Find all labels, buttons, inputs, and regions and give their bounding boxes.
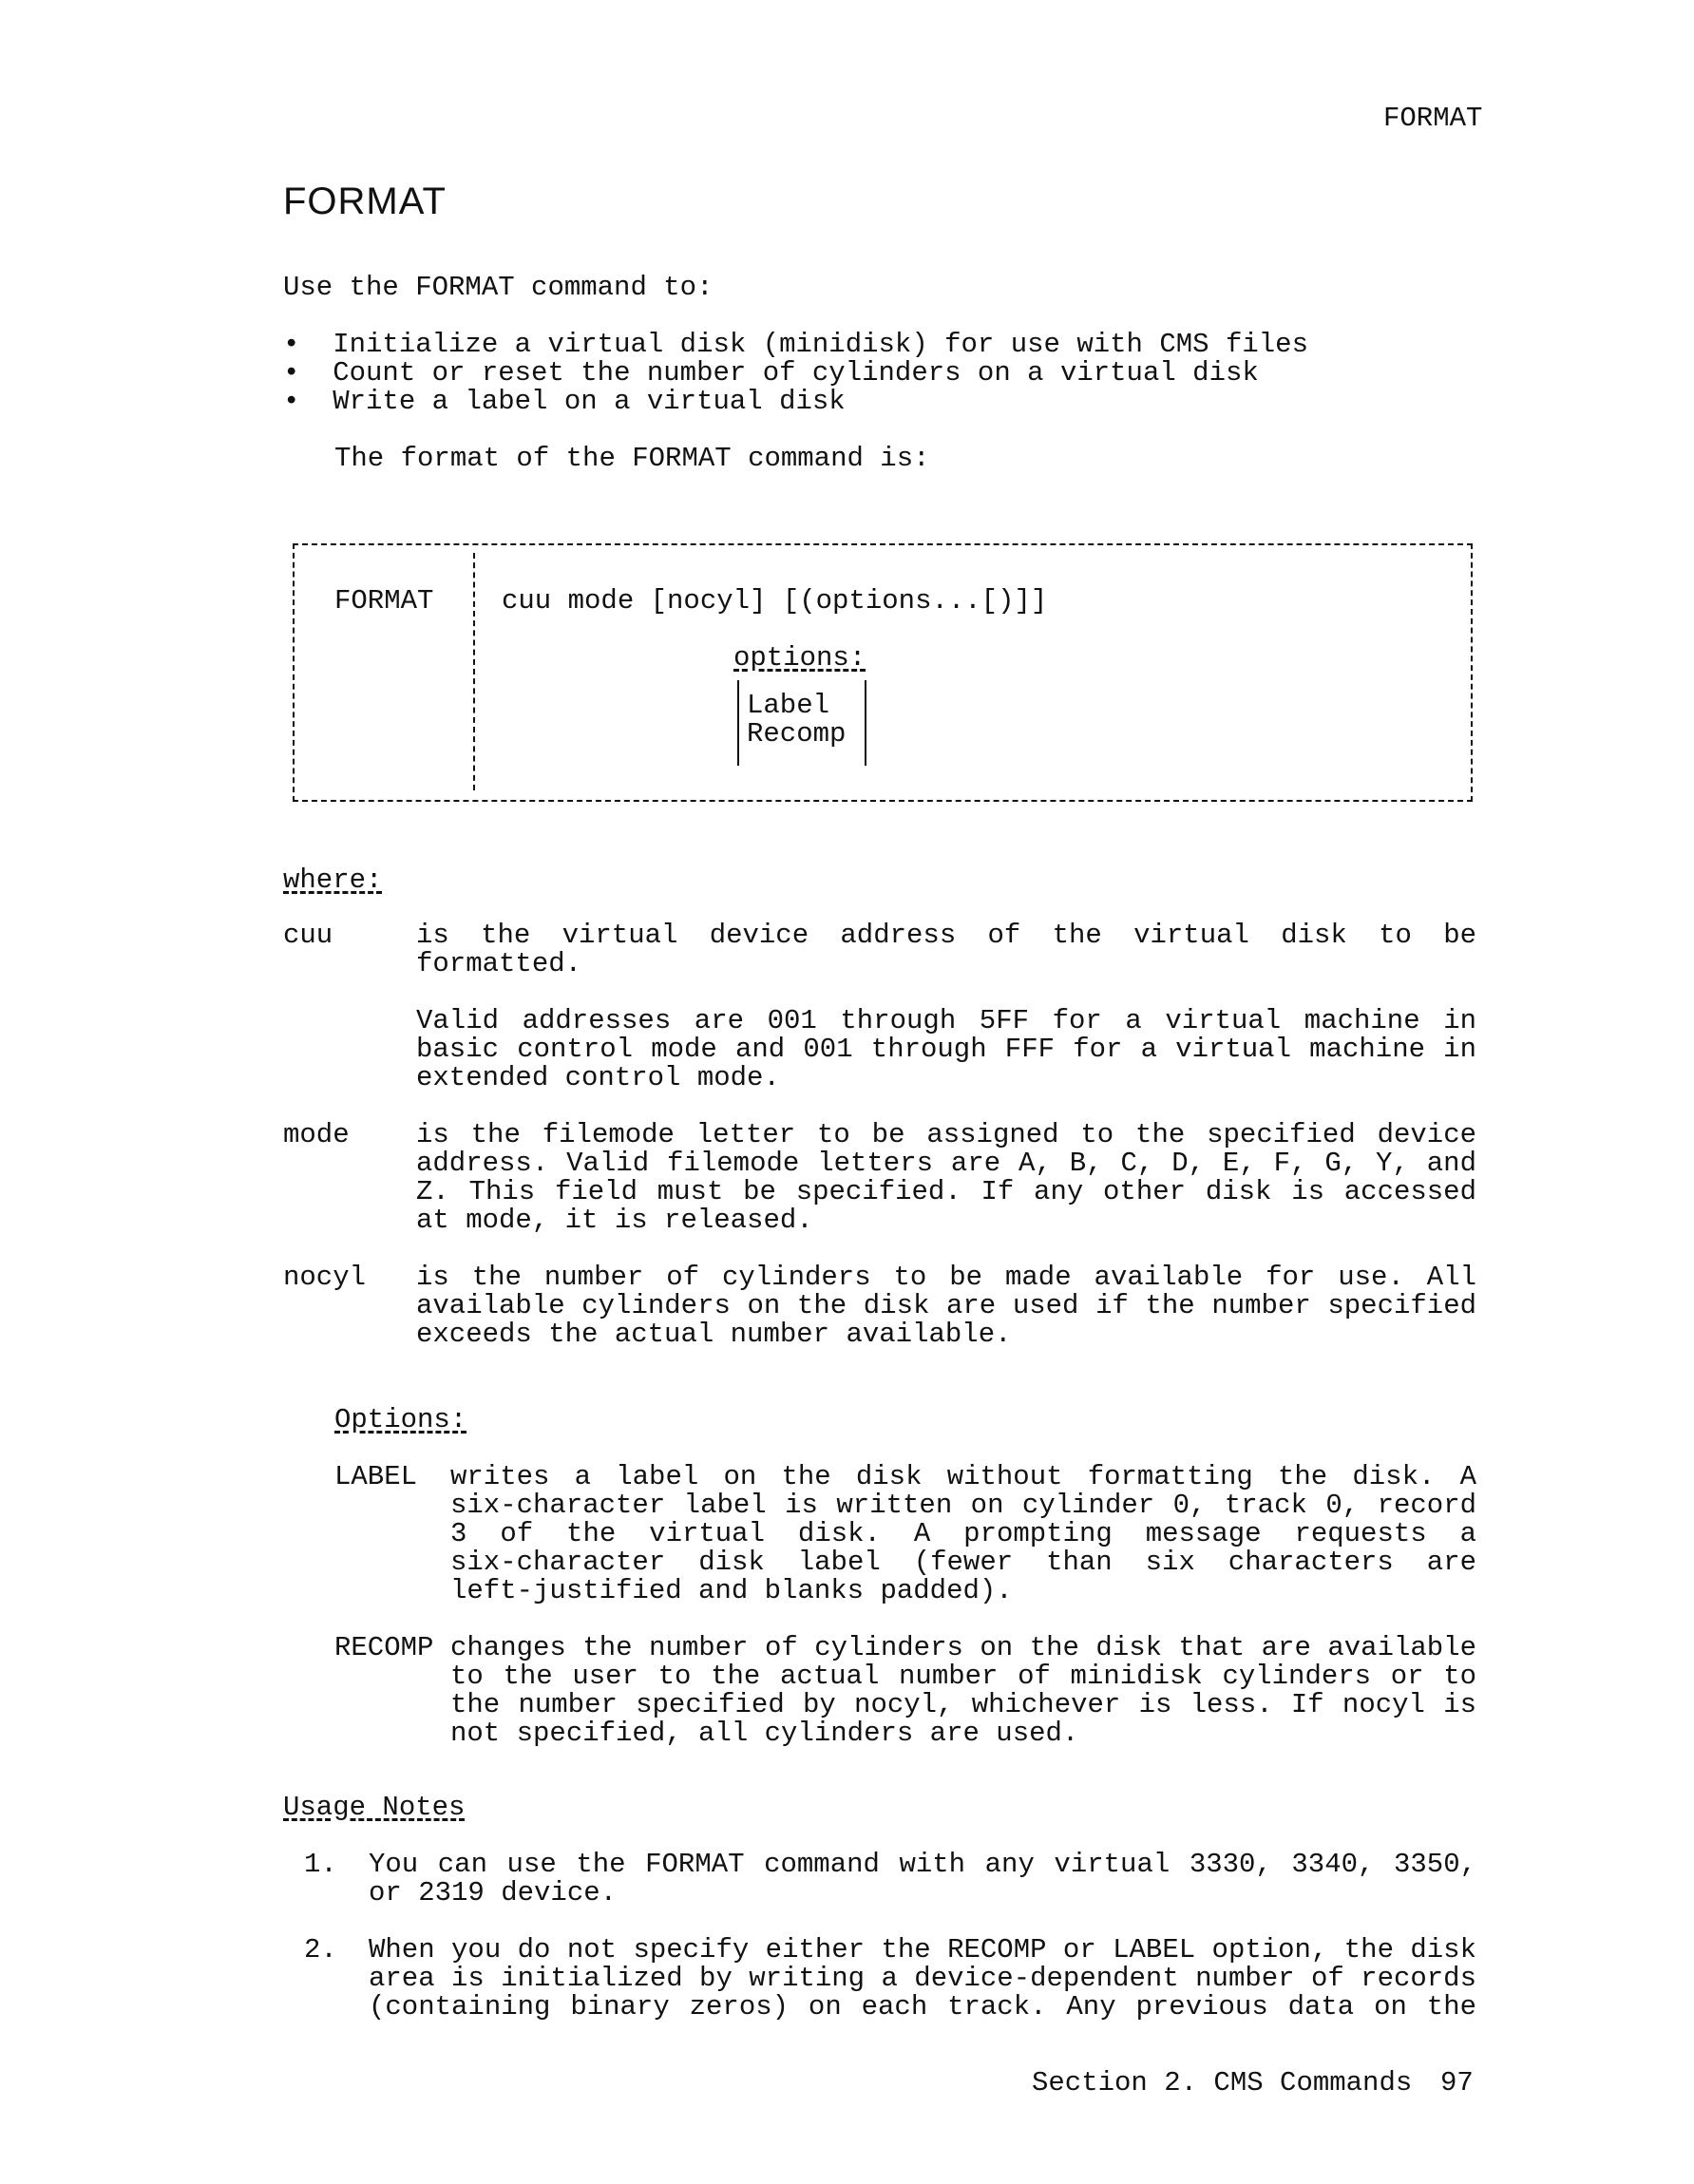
option-label: Label	[747, 690, 830, 721]
options-label: options:	[733, 642, 866, 674]
option-recomp: Recomp	[747, 718, 847, 750]
note-text: You can use the FORMAT command with any virtual 3330, 3340, 3350, or 2319 device.	[369, 1849, 1476, 1909]
syntax-box	[293, 543, 1473, 802]
param-desc: is the number of cylinders to be made available for use. All available cylinders on the disk are used if the number specified exceeds the actual number available.	[416, 1262, 1476, 1350]
bullet-dot: •	[283, 357, 333, 389]
options-heading: Options:	[334, 1404, 467, 1435]
param-desc-extra: Valid addresses are 001 through 5FF for a virtual machine in basic control mode and 001 through FFF for a virtual machine in extended control mode.	[416, 1005, 1476, 1093]
note-number: 1.	[304, 1849, 337, 1880]
syntax-operands: cuu mode [nocyl] [(options...[)]]	[502, 585, 1048, 617]
bullet-item: • Write a label on a virtual disk	[283, 386, 846, 417]
where-label: where:	[283, 864, 383, 896]
running-header: FORMAT	[1383, 103, 1483, 134]
param-name: cuu	[283, 920, 333, 951]
page-number: 97	[1440, 2067, 1474, 2099]
note-text: When you do not specify either the RECOMP or LABEL option, the disk area is initialized by writing a device-dependent number of records (containing binary zeros) on each track. Any previous data on the	[369, 1934, 1476, 2023]
page-title: FORMAT	[283, 180, 447, 222]
intro-text: Use the FORMAT command to:	[283, 272, 714, 303]
format-intro: The format of the FORMAT command is:	[334, 443, 930, 474]
option-desc: changes the number of cylinders on the disk that are available to the user to the actual number of minidisk cylinders or to the number specified by nocyl, whichever is less. If nocyl is not specified, all cylinders are used.	[450, 1632, 1476, 1749]
footer-section: Section 2. CMS Commands	[1032, 2067, 1413, 2099]
param-desc: is the virtual device address of the virtual disk to be formatted.	[416, 920, 1476, 979]
param-name: mode	[283, 1119, 350, 1150]
note-number: 2.	[304, 1934, 337, 1966]
option-desc: writes a label on the disk without formatting the disk. A six-character label is written on cylinder 0, track 0, record 3 of the virtual disk. A prompting message requests a six-character disk label (fewer than six characters are left-justified and blanks padded).	[450, 1461, 1476, 1606]
bullet-dot: •	[283, 329, 333, 360]
bullet-item: • Count or reset the number of cylinders on a virtual disk	[283, 357, 1259, 389]
param-desc: is the filemode letter to be assigned to the specified device address. Valid filemode letters are A, B, C, D, E, F, G, Y, and Z. This field must be specified. If any other disk is accessed at mode, it is released.	[416, 1119, 1476, 1236]
bullet-list	[283, 331, 1308, 416]
bullet-dot: •	[283, 386, 333, 417]
bullet-item: • Initialize a virtual disk (minidisk) for use with CMS files	[283, 329, 1308, 360]
option-name: LABEL	[334, 1461, 418, 1492]
usage-heading: Usage Notes	[283, 1792, 466, 1823]
syntax-command: FORMAT	[334, 585, 434, 617]
option-name: RECOMP	[334, 1632, 434, 1663]
param-name: nocyl	[283, 1262, 367, 1293]
syntax-divider	[473, 553, 475, 790]
